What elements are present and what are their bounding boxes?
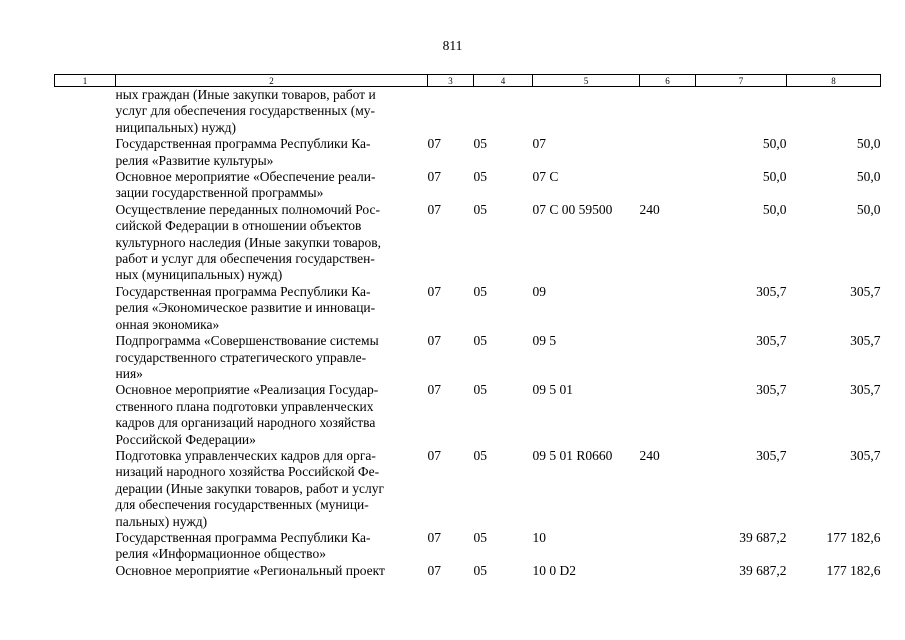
cell-subsection: 05 (473, 562, 487, 578)
column-header-4: 4 (474, 75, 533, 87)
cell-empty-col1 (55, 136, 116, 169)
name-line: Основное мероприятие «Региональный проект (115, 562, 385, 578)
cell-expense-type (640, 563, 696, 579)
table-row (55, 382, 881, 448)
name-line: низаций народного хозяйства Российской Фе- (115, 464, 380, 480)
table-row (55, 448, 881, 530)
cell-name (116, 563, 428, 579)
table-row (55, 333, 881, 382)
cell-section: 07 (427, 333, 441, 349)
cell-empty-col1 (55, 87, 116, 137)
column-header-3: 3 (428, 75, 474, 87)
cell-amount-year2: 50,0 (856, 201, 881, 217)
cell-subsection (474, 87, 533, 137)
name-line: кадров для организаций народного хозяйства (115, 415, 376, 431)
name-line: работ и услуг для обеспечения государствен- (115, 251, 375, 267)
name-line: Осуществление переданных полномочий Рос- (115, 201, 381, 217)
budget-table (54, 74, 881, 579)
name-line: Подготовка управленческих кадров для орга- (115, 447, 376, 463)
cell-expense-type (640, 333, 696, 382)
name-line: зации государственной программы» (115, 185, 324, 201)
cell-name (116, 284, 428, 333)
cell-amount-year1 (696, 87, 787, 137)
cell-target-article: 09 5 01 R0660 (532, 447, 613, 463)
table-row (55, 136, 881, 169)
name-line: культурного наследия (Иные закупки товаров, (115, 234, 382, 250)
name-line: ных (муниципальных) нужд) (115, 267, 283, 283)
cell-subsection: 05 (473, 382, 487, 398)
cell-amount-year2: 305,7 (850, 447, 881, 463)
column-header-2: 2 (116, 75, 428, 87)
name-line: ных граждан (Иные закупки товаров, работ и (115, 87, 376, 102)
cell-name (116, 382, 428, 448)
column-header-1: 1 (55, 75, 116, 87)
cell-name (116, 136, 428, 169)
cell-name (116, 169, 428, 202)
cell-section: 07 (427, 529, 441, 545)
cell-amount-year2: 50,0 (856, 136, 881, 152)
cell-amount-year2: 177 182,6 (826, 529, 881, 545)
cell-subsection: 05 (473, 201, 487, 217)
cell-amount-year1: 39 687,2 (739, 562, 787, 578)
cell-amount-year1: 50,0 (762, 201, 787, 217)
name-line: Российской Федерации» (115, 431, 256, 447)
cell-expense-type (640, 284, 696, 333)
cell-empty-col1 (55, 448, 116, 530)
name-line: онная экономика» (115, 316, 220, 332)
cell-amount-year2 (787, 87, 881, 137)
table-row (55, 563, 881, 579)
name-line: релия «Информационное общество» (115, 546, 326, 562)
name-line: ния» (115, 365, 143, 381)
cell-section (428, 87, 474, 137)
column-header-8: 8 (787, 75, 881, 87)
name-line: релия «Развитие культуры» (115, 152, 274, 168)
cell-expense-type (640, 87, 696, 137)
cell-amount-year1: 305,7 (756, 333, 787, 349)
cell-target-article: 10 (532, 529, 546, 545)
cell-name (116, 202, 428, 284)
cell-section: 07 (427, 283, 441, 299)
name-line: дерации (Иные закупки товаров, работ и услуг (115, 480, 384, 496)
cell-empty-col1 (55, 202, 116, 284)
name-line: для обеспечения государственных (муници- (115, 497, 369, 513)
name-line: Подпрограмма «Совершенствование системы (115, 333, 379, 349)
cell-section: 07 (427, 169, 441, 185)
cell-section: 07 (427, 447, 441, 463)
cell-amount-year1: 305,7 (756, 283, 787, 299)
cell-expense-type (640, 530, 696, 563)
table-row (55, 202, 881, 284)
cell-amount-year1: 50,0 (762, 136, 787, 152)
cell-target-article: 09 5 01 (532, 382, 573, 398)
cell-section: 07 (427, 136, 441, 152)
cell-empty-col1 (55, 169, 116, 202)
cell-section: 07 (427, 201, 441, 217)
cell-expense-type: 240 (639, 201, 660, 217)
cell-amount-year2: 305,7 (850, 333, 881, 349)
cell-name (116, 333, 428, 382)
column-header-5: 5 (533, 75, 640, 87)
cell-amount-year2: 177 182,6 (826, 562, 881, 578)
cell-expense-type (640, 382, 696, 448)
table-header (55, 75, 881, 87)
cell-subsection: 05 (473, 447, 487, 463)
cell-subsection: 05 (473, 283, 487, 299)
name-line: Государственная программа Республики Ка- (115, 283, 371, 299)
cell-target-article: 07 С (532, 169, 559, 185)
cell-empty-col1 (55, 530, 116, 563)
table-row (55, 530, 881, 563)
name-line: услуг для обеспечения государственных (му- (115, 103, 376, 119)
name-line: релия «Экономическое развитие и инноваци- (115, 300, 376, 316)
name-line: Основное мероприятие «Реализация Государ- (115, 382, 379, 398)
name-line: пальных) нужд) (115, 513, 208, 529)
name-line: государственного стратегического управле- (115, 349, 367, 365)
cell-expense-type (640, 136, 696, 169)
cell-amount-year2: 305,7 (850, 382, 881, 398)
cell-target-article: 10 0 D2 (532, 562, 576, 578)
cell-target-article: 07 (532, 136, 546, 152)
cell-amount-year1: 50,0 (762, 169, 787, 185)
column-header-7: 7 (696, 75, 787, 87)
cell-name (116, 530, 428, 563)
cell-target-article: 07 С 00 59500 (532, 201, 613, 217)
cell-name (116, 87, 428, 137)
name-line: ниципальных) нужд) (115, 119, 237, 135)
column-header-6: 6 (640, 75, 696, 87)
cell-name (116, 448, 428, 530)
cell-target-article: 09 5 (532, 333, 557, 349)
cell-amount-year1: 39 687,2 (739, 529, 787, 545)
cell-subsection: 05 (473, 136, 487, 152)
cell-section: 07 (427, 382, 441, 398)
column-number-row (55, 75, 881, 87)
name-line: Государственная программа Республики Ка- (115, 136, 371, 152)
name-line: ственного плана подготовки управленческих (115, 398, 374, 414)
cell-amount-year2: 305,7 (850, 283, 881, 299)
cell-amount-year1: 305,7 (756, 382, 787, 398)
cell-amount-year2: 50,0 (856, 169, 881, 185)
table-row (55, 169, 881, 202)
table-body (55, 87, 881, 580)
cell-expense-type (640, 169, 696, 202)
table-row (55, 87, 881, 137)
cell-target-article: 09 (532, 283, 546, 299)
name-line: сийской Федерации в отношении объектов (115, 218, 362, 234)
cell-subsection: 05 (473, 333, 487, 349)
cell-empty-col1 (55, 382, 116, 448)
cell-subsection: 05 (473, 529, 487, 545)
cell-section: 07 (427, 562, 441, 578)
page-number: 811 (442, 38, 463, 53)
cell-amount-year1: 305,7 (756, 447, 787, 463)
cell-empty-col1 (55, 563, 116, 579)
cell-target-article (533, 87, 640, 137)
name-line: Основное мероприятие «Обеспечение реали- (115, 169, 376, 185)
cell-subsection: 05 (473, 169, 487, 185)
cell-empty-col1 (55, 284, 116, 333)
cell-expense-type: 240 (639, 447, 660, 463)
table-row (55, 284, 881, 333)
cell-empty-col1 (55, 333, 116, 382)
name-line: Государственная программа Республики Ка- (115, 529, 371, 545)
